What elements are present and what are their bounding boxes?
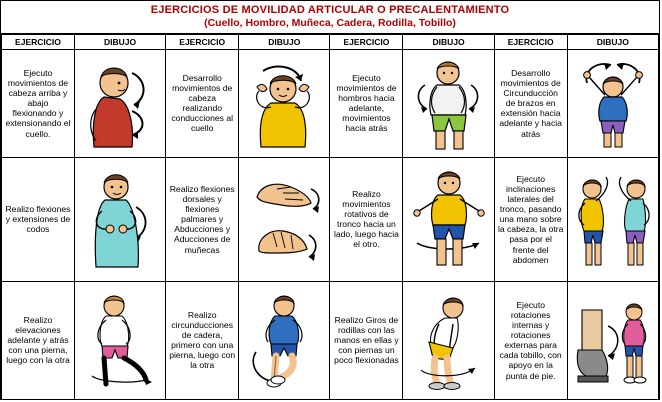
drawing-cell-c1-r2 (74, 157, 165, 281)
drawing-cell-c3-r1 (403, 49, 494, 157)
drawing-cell-c4-r3 (567, 281, 658, 399)
figure-neck-flexion-extension (80, 57, 160, 149)
exercise-text-c3-r2: Realizo movimientos rotativos de tronco hacia un lado, luego hacia el otro. (330, 157, 403, 281)
drawing-cell-c1-r1 (74, 49, 165, 157)
exercise-text-c4-r2: Ejecuto inclinaciones laterales del tronco, pasando una mano sobre la cabeza, la otra pasa por el frente del abdomen (494, 157, 567, 281)
exercise-text-c3-r3: Realizo Giros de rodillas con las manos en ellas y con piernas un poco flexionadas (330, 281, 403, 399)
exercise-text-c3-r1: Ejecuto movimientos de hombros hacia adelante, movimientos hacia atrás (330, 49, 403, 157)
drawing-cell-c4-r1 (567, 49, 658, 157)
drawing-cell-c3-r2 (403, 157, 494, 281)
header-dibujo-4: DIBUJO (567, 34, 658, 49)
exercise-text-c4-r1: Desarrollo movimientos de Circunducción de brazos en extensión hacia adelante y hacia atrás (494, 49, 567, 157)
header-dibujo-3: DIBUJO (403, 34, 494, 49)
exercise-text-c2-r2: Realizo flexiones dorsales y flexiones palmares y Abducciones y Aducciones de muñecas (166, 157, 239, 281)
exercise-text-c1-r1: Ejecuto movimientos de cabeza arriba y abajo flexionando y extensionando el cuello. (2, 49, 75, 157)
figure-lateral-trunk-bend (570, 167, 656, 271)
title-line-2: (Cuello, Hombro, Muñeca, Cadera, Rodilla, Tobillo) (204, 16, 456, 29)
figure-knee-rotation (409, 290, 489, 390)
header-ejercicio-4: EJERCICIO (494, 34, 567, 49)
figure-wrist-flexion-abduction (241, 167, 327, 271)
exercise-table (1, 34, 659, 400)
figure-leg-raise-front-back (80, 290, 160, 390)
exercise-text-c2-r3: Realizo circunducciones de cadera, primero con una pierna, luego con la otra (166, 281, 239, 399)
title-line-1: EJERCICIOS DE MOVILIDAD ARTICULAR O PRECALENTAMIENTO (150, 4, 510, 16)
figure-ankle-rotation (570, 290, 656, 390)
drawing-cell-c1-r3 (74, 281, 165, 399)
table-row (2, 49, 659, 157)
exercise-text-c1-r3: Realizo elevaciones adelante y atrás con una pierna, luego con la otra (2, 281, 75, 399)
figure-arm-circumduction (573, 55, 653, 151)
table-row (2, 157, 659, 281)
header-ejercicio-2: EJERCICIO (166, 34, 239, 49)
header-dibujo-2: DIBUJO (239, 34, 330, 49)
figure-shoulder-forward-back (409, 55, 489, 151)
exercise-text-c2-r1: Desarrollo movimientos de cabeza realizando conducciones al cuello (166, 49, 239, 157)
figure-hip-circumduction (244, 290, 324, 390)
table-row (2, 281, 659, 399)
figure-elbow-flexion-extension (80, 167, 160, 271)
header-ejercicio-3: EJERCICIO (330, 34, 403, 49)
drawing-cell-c3-r3 (403, 281, 494, 399)
drawing-cell-c2-r2 (239, 157, 330, 281)
exercise-text-c1-r2: Realizo flexiones y extensiones de codos (2, 157, 75, 281)
header-dibujo-1: DIBUJO (74, 34, 165, 49)
exercise-text-c4-r3: Ejecuto rotaciones internas y rotaciones externas para cada tobillo, con apoyo en la punta de pie. (494, 281, 567, 399)
table-header-row (2, 34, 659, 49)
sheet-title (1, 1, 659, 34)
drawing-cell-c2-r1 (239, 49, 330, 157)
figure-trunk-rotation (409, 167, 489, 271)
header-ejercicio-1: EJERCICIO (2, 34, 75, 49)
drawing-cell-c4-r2 (567, 157, 658, 281)
figure-neck-circumduction (243, 57, 325, 149)
drawing-cell-c2-r3 (239, 281, 330, 399)
